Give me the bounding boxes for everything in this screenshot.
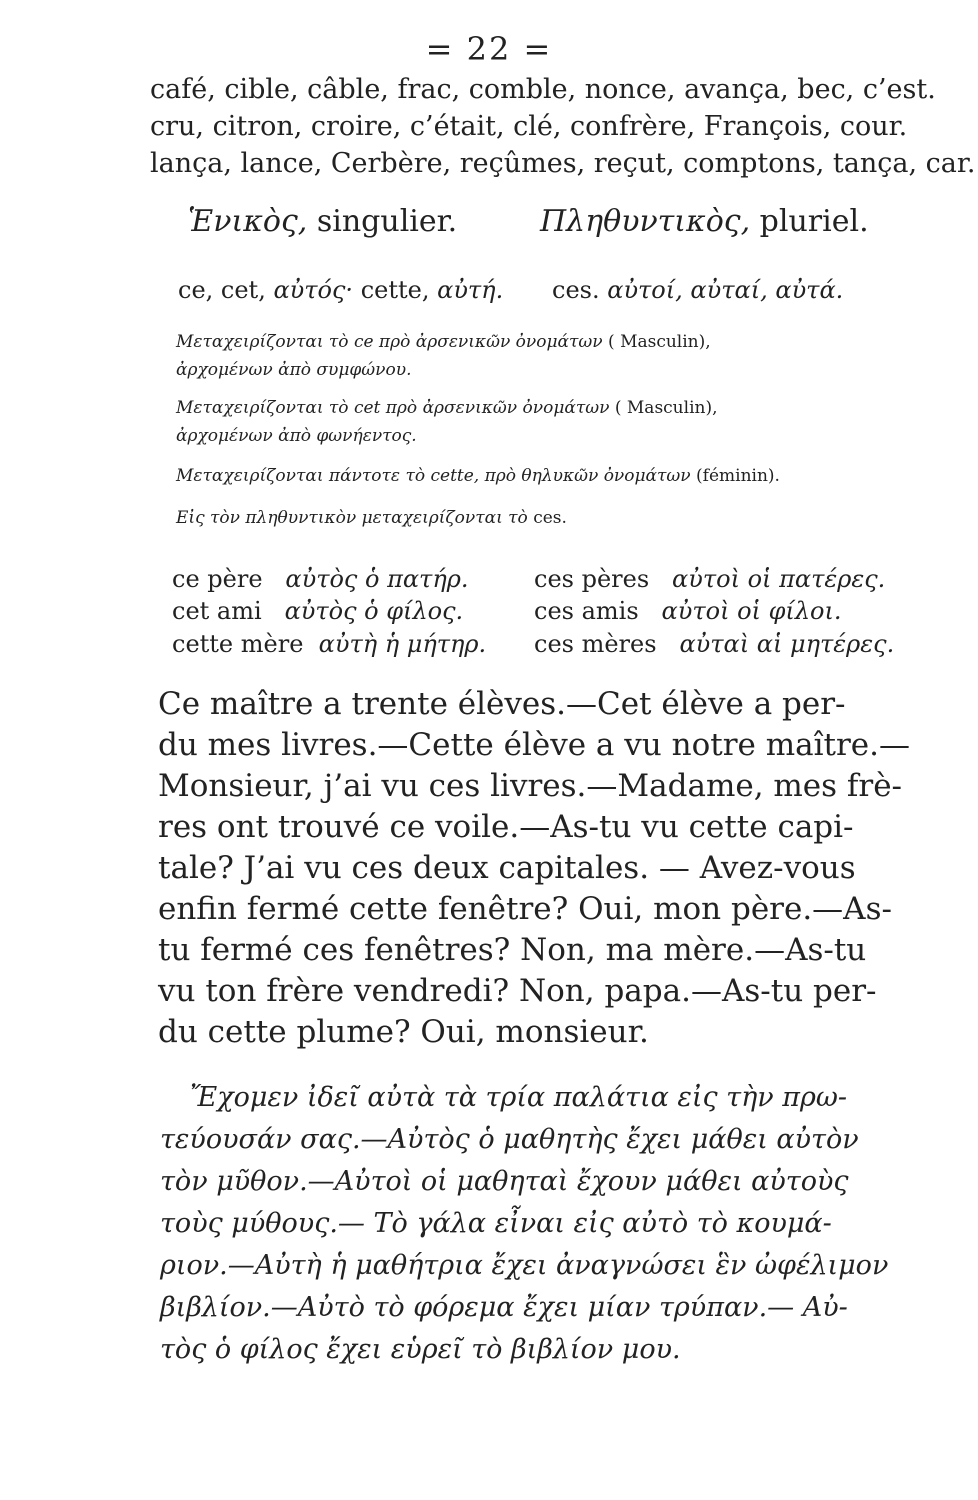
- french-line-8: vu ton frère vendredi? Non, papa.—As-tu per-: [158, 973, 877, 1009]
- french-line-9: du cette plume? Oui, monsieur.: [158, 1014, 649, 1050]
- rule-1-gender: ( Masculin),: [608, 332, 711, 352]
- example-2-gr-plural: αὐτοὶ οἱ φίλοι.: [661, 597, 842, 625]
- french-line-2: du mes livres.—Cette élève a vu notre maître.—: [158, 727, 910, 763]
- french-line-7: tu fermé ces fenêtres? Non, ma mère.—As-tu: [158, 932, 867, 968]
- example-2-plural: [534, 597, 842, 625]
- heading-singular-french: singulier.: [316, 204, 458, 239]
- french-line-1: Ce maître a trente élèves.—Cet élève a per-: [158, 686, 846, 722]
- heading-plural-french: pluriel.: [759, 204, 869, 239]
- pronoun-cette: cette,: [360, 276, 430, 304]
- rule-4: [176, 508, 567, 528]
- rule-4-greek: Εἰς τὸν πληθυντικὸν μεταχειρίζονται τὸ: [176, 508, 528, 528]
- pronoun-autoi: αὐτοί, αὐταί, αὐτά.: [607, 276, 844, 304]
- example-1-plural: [534, 565, 885, 593]
- pronoun-ce-cet: ce, cet,: [178, 276, 266, 304]
- example-3-fr-plural: ces mères: [534, 630, 657, 658]
- example-1-singular: [172, 565, 468, 593]
- heading-singular-greek: Ἑνικὸς,: [188, 204, 308, 239]
- french-line-5: tale? J’ai vu ces deux capitales. — Avez-vous: [158, 850, 856, 886]
- rule-2-greek: Μεταχειρίζονται τὸ cet πρὸ ἀρσενικῶν ὀνομάτων: [176, 398, 610, 418]
- example-2-fr-plural: ces amis: [534, 597, 639, 625]
- rule-4-ces: ces.: [533, 508, 567, 528]
- rule-2: [176, 398, 718, 418]
- rule-1-continuation: ἀρχομένων ἀπὸ συμφώνου.: [176, 360, 412, 380]
- word-list-line-3: lança, lance, Cerbère, reçûmes, reçut, comptons, tança, car.: [150, 148, 976, 179]
- example-3-plural: [534, 630, 894, 658]
- greek-line-5: ριον.—Αὐτὴ ἡ μαθήτρια ἔχει ἀναγνώσει ἓν ὠφέλιμον: [160, 1250, 889, 1281]
- example-3-gr: αὐτὴ ἡ μήτηρ.: [318, 630, 487, 658]
- heading-singular: [188, 204, 457, 239]
- french-line-6: enfin fermé cette fenêtre? Oui, mon père.—As-: [158, 891, 892, 927]
- example-2-singular: [172, 597, 463, 625]
- example-1-fr-plural: ces pères: [534, 565, 650, 593]
- rule-3-greek: Μεταχειρίζονται πάντοτε τὸ cette, πρὸ θηλυκῶν ὀνομάτων: [176, 466, 691, 486]
- example-1-gr: αὐτὸς ὁ πατήρ.: [285, 565, 469, 593]
- example-1-fr: ce père: [172, 565, 263, 593]
- example-2-fr: cet ami: [172, 597, 262, 625]
- greek-line-6: βιβλίον.—Αὐτὸ τὸ φόρεμα ἔχει μίαν τρύπαν.— Αὐ-: [160, 1292, 848, 1323]
- heading-plural: [540, 204, 869, 239]
- pronoun-autos: αὐτός·: [273, 276, 354, 304]
- pronoun-line-plural: [552, 276, 843, 304]
- example-2-gr: αὐτὸς ὁ φίλος.: [284, 597, 464, 625]
- rule-3: [176, 466, 780, 486]
- example-3-singular: [172, 630, 486, 658]
- pronoun-aute: αὐτή.: [437, 276, 504, 304]
- greek-line-2: τεύουσάν σας.—Αὐτὸς ὁ μαθητὴς ἔχει μάθει αὐτὸν: [160, 1124, 859, 1155]
- word-list-line-2: cru, citron, croire, c’était, clé, confrère, François, cour.: [150, 111, 908, 142]
- rule-2-continuation: ἀρχομένων ἀπὸ φωνήεντος.: [176, 426, 417, 446]
- word-list-line-1: café, cible, câble, frac, comble, nonce, avança, bec, c’est.: [150, 74, 936, 105]
- pronoun-line: [178, 276, 503, 304]
- page-number: = 22 =: [425, 30, 553, 68]
- greek-line-7: τὸς ὁ φίλος ἔχει εὑρεῖ τὸ βιβλίον μου.: [160, 1334, 681, 1365]
- greek-line-1: Ἔχομεν ἰδεῖ αὐτὰ τὰ τρία παλάτια εἰς τὴν πρω-: [190, 1082, 848, 1113]
- example-3-fr: cette mère: [172, 630, 304, 658]
- french-line-4: res ont trouvé ce voile.—As-tu vu cette capi-: [158, 809, 854, 845]
- heading-plural-greek: Πληθυντικὸς,: [540, 204, 751, 239]
- example-1-gr-plural: αὐτοὶ οἱ πατέρες.: [672, 565, 886, 593]
- greek-line-3: τὸν μῦθον.—Αὐτοὶ οἱ μαθηταὶ ἔχουν μάθει αὐτοὺς: [160, 1166, 849, 1197]
- example-3-gr-plural: αὐταὶ αἱ μητέρες.: [679, 630, 895, 658]
- pronoun-ces: ces.: [552, 276, 600, 304]
- rule-1: [176, 332, 711, 352]
- rule-2-gender: ( Masculin),: [614, 398, 718, 418]
- rule-3-gender: (féminin).: [696, 466, 780, 486]
- french-line-3: Monsieur, j’ai vu ces livres.—Madame, mes frè-: [158, 768, 903, 804]
- rule-1-greek: Μεταχειρίζονται τὸ ce πρὸ ἀρσενικῶν ὀνομάτων: [176, 332, 603, 352]
- greek-line-4: τοὺς μύθους.— Τὸ γάλα εἶναι εἰς αὐτὸ τὸ κουμά-: [160, 1208, 832, 1239]
